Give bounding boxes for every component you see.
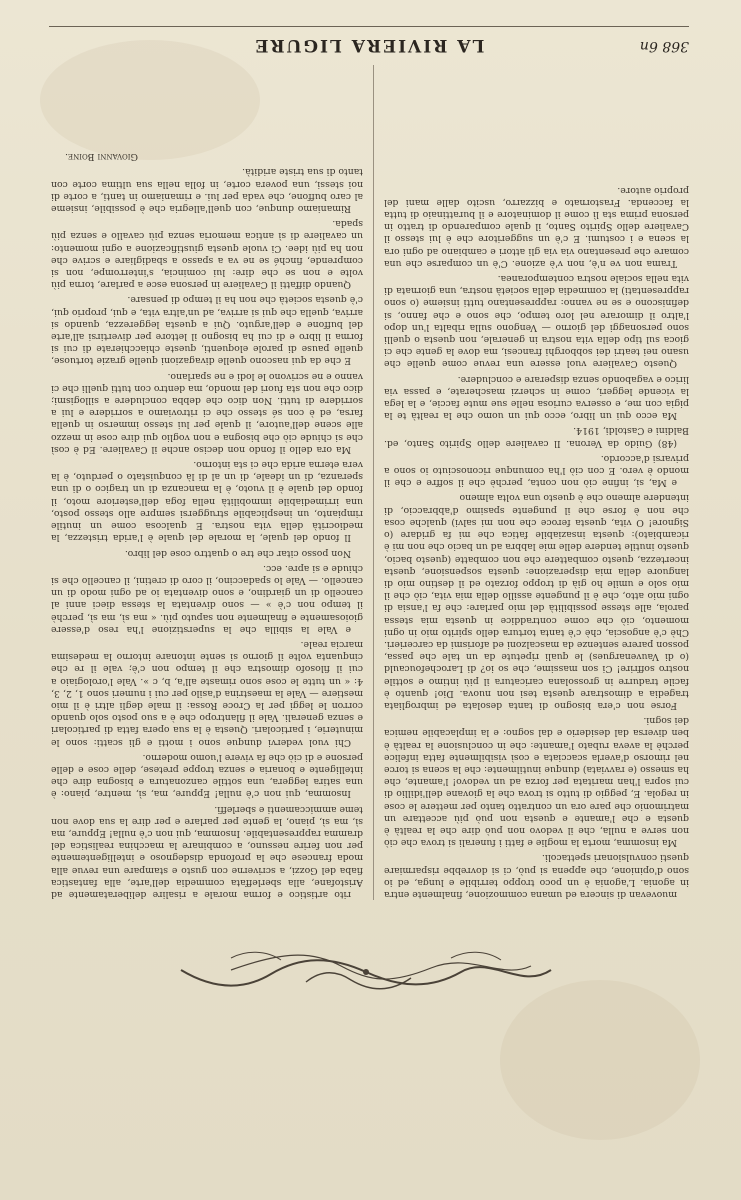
author-signature: Giovanni Boine. [65, 151, 138, 163]
column-divider [373, 65, 374, 900]
header-rule [49, 26, 689, 27]
paragraph: Trama non ve n'è, non v'è azione. C'è un comparse che una comare che presentano via via gli attori e cambiano ad ogni ora la scena e i costumi. E c'è un suggeritore che è lui stesso il Cavaliere dello Spirito Santo, il quale comparendo di tratto in persona prima sta lì come il dominatore e il burattinaio di tutta la faccenda. Frastornato e bizzarro, uscito dalle mani del proprio autore. [384, 184, 689, 269]
paragraph: Forse non c'era bisogno di tanta desolata ed imbrogliata tragedia a dimostrare questa tesi non nuova. Dio! quanto è facile tradurre in grossolana caricatura il più intimo e sottile nostro soffrire! Ci son massime, che so io? di Larochefoucauld (o di Vauvenargues) le quali ripetute da un tale che passa, posson parere sentenze da mascalzoni ed aforismi da carcerieri. Chè c'è angoscia, chè c'è tanta tortura dello spirito mio in ogni momento, ciò che come contraddice in questa mia stessa parola, alle stesse possibilità del mio parlare: che fa l'ansia di ogni mio atto, che è il pungente assillo della mia vita, ciò che il mio solo e umile ho già di troppo forzato ed il destino mio di languore della mia disperazione: questa sospensione, questa incertezza, questo combattere che non combatte (questo bacio, questo inutile tendere delle mie labbra ad un bacio che non mi è ricambiato): questa insaziabile fatica che mi fa gridare (o Signore! O vita, questa feroce che non mi salvi) qualche cosa che non è forse che il pungente spasimo d'abbraccio, di intendere almeno che è questo una volta almeno [384, 492, 689, 711]
journal-title: LA RIVIERA LIGURE [253, 35, 485, 55]
paragraph: Quando diffatti il Cavaliere in persona esce a parlare, torna più volte e non se che dire: lui comincia, s'interrompe, non si comprende, finché se ne va a spasso a sbadigliare e scrive che non ha più idee. Ci vuole questa giustificazione a ogni momento: un cavaliere di sì antica memoria senza più cavallo e senza più spada. [51, 218, 363, 291]
left-column [384, 65, 689, 900]
paragraph: Ma insomma, morta la moglie e fatti i funerali si trova che ciò non serve a nulla, che il vedovo non può dire che la realtà è questa e che l'amante e questa non può più accettare un matrimonio che pare ora un contratto tanto per mettere le cose in regola. E, peggio di tutto si trova che la giovane dell'idillio di cui sopra l'han maritata per forza ad un vedovo! l'amante, che ha smesso (e ravviata) dunque inutilmente: che la scena si torce nel rimorso d'averla scacciata e così visibilmente fatta infelice perchè la aveva rubato l'amante: che in conclusione la realtà è ben diversa dal desiderio e dal sogno: e la implacabile nemica dei sogni. [384, 715, 689, 849]
paragraph: Insomma, qui non c'è nulla! Eppure, ma, sì, mentre, piano: è una satira leggera, una sottile canzonatura e bisogna dire che intelligente e bonaria e senza troppe pretese, delle cose e delle persone e di ciò che fa vivere l'uomo moderno. [51, 751, 363, 800]
paragraph: e Ma, si, infine ciò non conta, perchè che il soffre e che il mondo è vero. E con ciò l'ha comunque riconosciuto io sono a privarsi d'accordo. [384, 452, 689, 489]
right-column [51, 65, 363, 900]
paragraph: E che da qui nascono quelle divagazioni quelle grazie tortuose, quelle pause di parole eloquenti, queste chiacchierate di cui si forma il libro e di cui ha bisogno il lettore per divertirsi all'arte del buffone e dell'arguto. Qui a questa leggerezza, quando si arriva, quella che qui si arriva, ad un'altra vita, e qui, proprio qui, c'è questa società che non ha il tempo di pensare. [51, 294, 363, 367]
paragraph: Ma ora dello il fondo non deciso anche il Cavaliere. Ed è così che si chiude ciò che bisogna e non voglio qui dire cose in mezzo alle scene dell'autore, il quale per lui stesso immerso in quella farsa, ed è con sé stesso che ci ritroviamo a sorridere e lui a sorridere di tutti. Non dico che debba concludere a sillogismi; dico che non sta fuori del mondo, ma dentro con tutti quelli che ci vanno e ne scrivono le lodi e ne sparlano. [51, 370, 363, 455]
paragraph: e Vale la sibilla che la superstizione l'ha reso d'essere gioiosamente e finalmente non saputo più. « ma sì, ma sì, perchè il tempo non c'è » — sono diventata la stessa dieci anni al cancello di un giardino, e sono diventata io ad ogni modo di un cancello. — Vale lo spadaccino, il coro di cretini, il cancello che si chiude e si apre. ecc. [51, 562, 363, 635]
paragraph: rito artistico e forma morale a risalire deliberatamente ad Aristofane, alla sberleffata commedia dell'arte, alla fantastica fiaba del Gozzi, a scriverne con gusto e stampare una revue alla moda francese che la profonda disdegnoso e intelligentemente per non ferire nessuno, a combinare la macchina realistica del dramma rappresentabile. Insomma, qui non c'è nulla! Eppure, ma sì, ma sì, piano, la gente per parlare e per dire la sua dove non teme ammiccamenti e sberleffi. [51, 803, 363, 900]
paragraph: Ma ecco qui un libro, ecco qui un uomo che la realtà te la pigia con me, e osserva curiosa nelle sue mute faccie, e la lega la vicende leggeri, come in scherzi mascherate, e passa via lirico e vagabondo senza disperare e concludere. [384, 373, 689, 422]
paragraph: Il fondo del quale, la morale del quale è l'arida tristezza, la mediocrità della vita nostra. E qualcosa come un inutile rimpianto, un inesplicabile struggersi sempre allo stesso posto, una irrimediabile immobilità nella foga dell'esteriore moto, il fondo del quale è il vuoto, è la mancanza di un tragico o di una speranza, di un ideale, di un al di là conquistato o perduto, è la vera eterna arida che ci sta intorno. [51, 459, 363, 544]
paragraph: (48) Guido da Verona. Il cavaliere dello Spirito Santo, ed. Baldini e Castoldi, 1914. [384, 425, 689, 449]
paragraph: Non posso citar che tre o quattro cose del libro. [124, 547, 351, 559]
paragraph: Questo Cavaliere vuol essere una revue come quelle che usano nei teatri dei sobborghi francesi, ma dove la gente che ci gioca sul tipo della vita nostra in generale, non questa o quelli sono personaggi del giorno — Vengono sulla ribalta l'un dopo l'altro il dimorare nel loro tempo, che sono e che fanno, si definiscono e se ne vanno: rappresentano tutti insieme (o sono rappresentati) la commedia della società nostra, una giornata di vita nella sociale nostra contemporanea. [384, 273, 689, 370]
paragraph: Rimaniamo dunque, con quell'allegria che è possibile, insieme al caro buffone, che vada per lui. e rimaniamo in tanti, a corte di noi stessi, una povera corte, in folla nella sua ultima corte con tanto di sua triste aridità. [51, 166, 363, 215]
art-nouveau-ornament [171, 945, 561, 1000]
page-folio: 368 6n [639, 38, 689, 54]
paragraph: Chi vuol vedervi dunque sono i motti e gli scatti: sono le minuterie, i particolari. Questa è la sua opera fatta di particolari e senza generali. Vale il filantropo che è a suo posto solo quando corron le leggi per la Croce Rossa: il male degli altri è il mio mestiere — Vale la maestrina d'asilo per cui i numeri sono 1, 2, 3, 4: « un tutte le cose sono rimaste all'a, b, c ». Vale l'orologiaio a cui il filosofo dimostra che il tempo non c'è; vale il re che cinquanta volte il giorno si sente intonare intorno la medesima marcia reale. [51, 638, 363, 748]
page-header [49, 27, 689, 57]
paragraph: muovevan di sincera ed umana commozione, finalmente entra in agonia. L'agonia è un poco troppo terribile e lunga, ed io sono d'opinione, che appena si può, ci si dovrebbe risparmiare questi convulsionari spettacoli. [384, 852, 689, 900]
